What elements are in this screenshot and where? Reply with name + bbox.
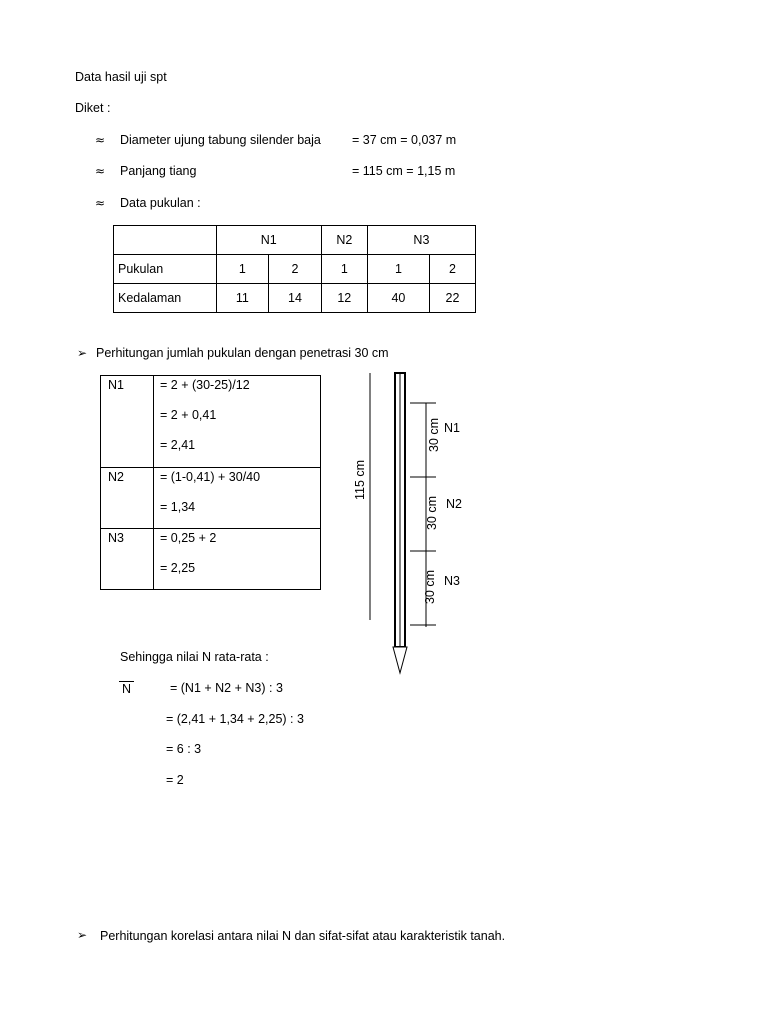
bullet-symbol: ≈ [95,196,106,210]
item-label-panjang: Panjang tiang [120,164,197,178]
table-header-row [114,226,476,255]
diket-label: Diket : [75,101,111,115]
calc-row-n1 [101,376,321,468]
average-line: = (N1 + N2 + N3) : 3 [170,681,283,695]
table-cell: 1 [321,255,367,284]
pile-tip [393,647,407,673]
segment-label-n1: N1 [444,421,460,435]
bullet-symbol: ≈ [95,164,106,178]
calc-values [154,529,321,590]
item-value-panjang: = 115 cm = 1,15 m [352,164,456,178]
section-heading-penetrasi: Perhitungan jumlah pukulan dengan penetrasi 30 cm [96,346,389,360]
calc-label: N1 [101,376,154,468]
table-row-label: Kedalaman [114,284,217,313]
table-row [114,284,476,313]
calc-label: N3 [101,529,154,590]
table-cell: 40 [367,284,429,313]
calc-line: = (1-0,41) + 30/40 [160,470,261,484]
table-header-n3: N3 [367,226,475,255]
bullet-symbol: ≈ [95,133,106,147]
average-line: = 2 [166,773,184,787]
calc-line: = 1,34 [160,500,196,514]
pile-diagram [340,365,480,685]
segment-length-label: 30 cm [423,569,437,605]
item-value-diameter: = 37 cm = 0,037 m [352,133,457,147]
spt-data-table [113,225,476,313]
table-row-label: Pukulan [114,255,217,284]
average-line: = 6 : 3 [166,742,202,756]
n-bar-symbol: N [119,681,134,696]
table-cell: 2 [430,255,476,284]
table-cell: 1 [367,255,429,284]
calc-values [154,468,321,529]
arrow-bullet-icon: ➢ [77,346,88,360]
table-cell: 2 [269,255,322,284]
table-cell-empty [114,226,217,255]
table-header-n1: N1 [216,226,321,255]
calc-row-n2 [101,468,321,529]
total-length-label: 115 cm [353,459,367,501]
table-cell: 1 [216,255,269,284]
calc-line: = 2 + 0,41 [160,408,217,422]
calculation-table [100,375,321,590]
calc-line: = 2 + (30-25)/12 [160,378,250,392]
section-heading-korelasi: Perhitungan korelasi antara nilai N dan sifat-sifat atau karakteristik tanah. [100,929,506,943]
table-row [114,255,476,284]
table-cell: 22 [430,284,476,313]
calc-line: = 2,41 [160,438,196,452]
table-cell: 14 [269,284,322,313]
average-intro: Sehingga nilai N rata-rata : [120,650,269,664]
item-label-data-pukulan: Data pukulan : [120,196,201,210]
average-line: = (2,41 + 1,34 + 2,25) : 3 [166,712,304,726]
arrow-bullet-icon: ➢ [77,928,88,942]
table-cell: 11 [216,284,269,313]
calc-line: = 0,25 + 2 [160,531,217,545]
calc-row-n3 [101,529,321,590]
segment-length-label: 30 cm [427,417,441,453]
calc-line: = 2,25 [160,561,196,575]
document-title: Data hasil uji spt [75,70,167,84]
calc-values [154,376,321,468]
table-cell: 12 [321,284,367,313]
segment-label-n2: N2 [446,497,462,511]
calc-label: N2 [101,468,154,529]
segment-length-label: 30 cm [425,495,439,531]
table-header-n2: N2 [321,226,367,255]
item-label-diameter: Diameter ujung tabung silender baja [120,133,321,147]
segment-label-n3: N3 [444,574,460,588]
